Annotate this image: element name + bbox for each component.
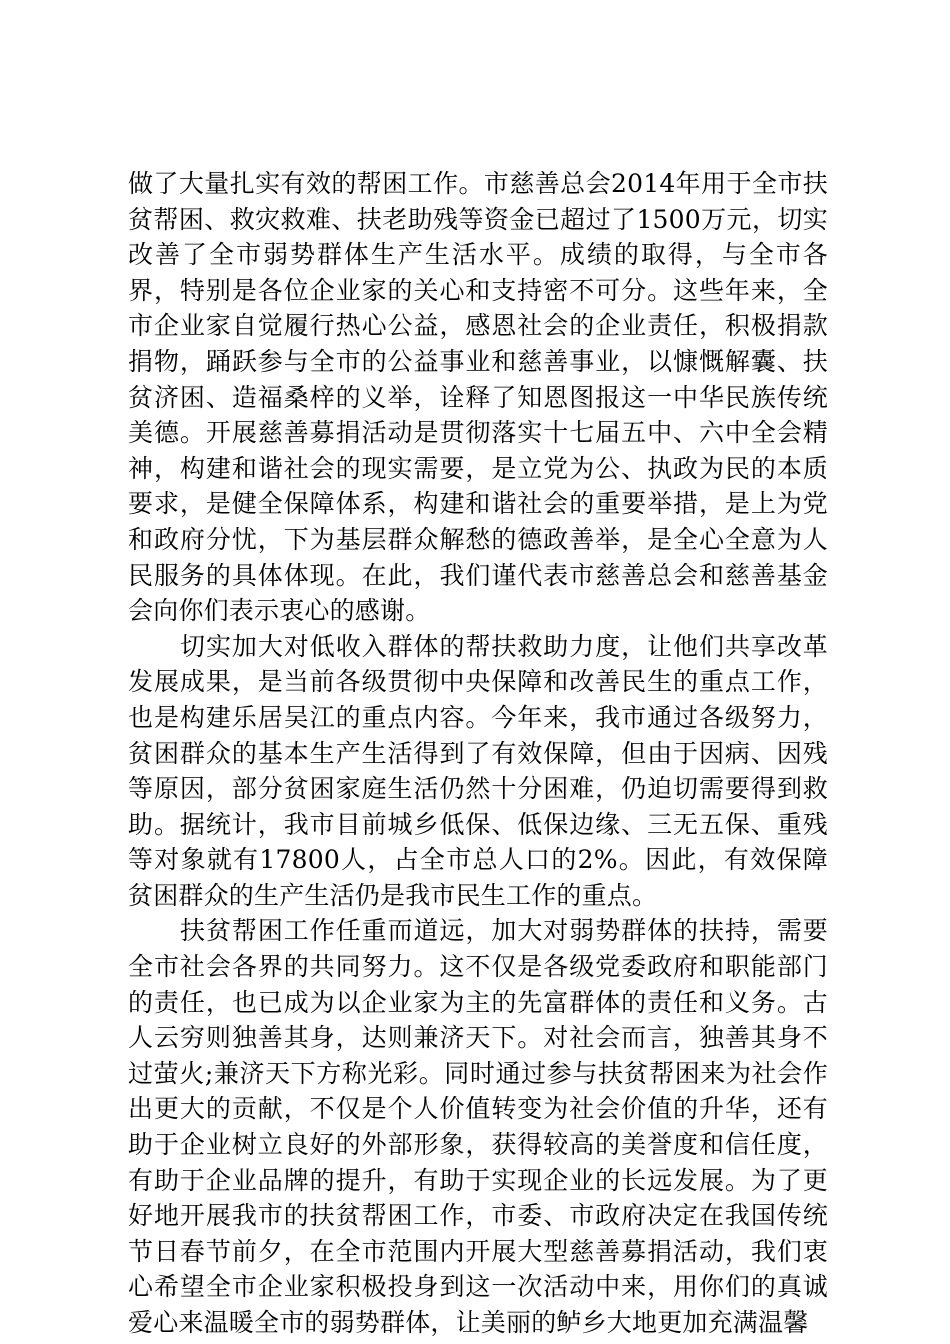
- paragraph-1: 做了大量扎实有效的帮困工作。市慈善总会2014年用于全市扶贫帮困、救灾救难、扶老助残等资金已超过了1500万元，切实改善了全市弱势群体生产生活水平。成绩的取得，与全市各界，特别是各位企业家的关心和支持密不可分。这些年来，全市企业家自觉履行热心公益，感恩社会的企业责任，积极捐款捐物，踊跃参与全市的公益事业和慈善事业，以慷慨解囊、扶贫济困、造福桑梓的义举，诠释了知恩图报这一中华民族传统美德。开展慈善募捐活动是贯彻落实十七届五中、六中全会精神，构建和谐社会的现实需要，是立党为公、执政为民的本质要求，是健全保障体系，构建和谐社会的重要举措，是上为党和政府分忧，下为基层群众解愁的德政善举，是全心全意为人民服务的具体体现。在此，我们谨代表市慈善总会和慈善基金会向你们表示衷心的感谢。: [128, 169, 828, 626]
- paragraph-2: 切实加大对低收入群体的帮扶救助力度，让他们共享改革发展成果，是当前各级贯彻中央保障和改善民生的重点工作，也是构建乐居吴江的重点内容。今年来，我市通过各级努力，贫困群众的基本生产生活得到了有效保障，但由于因病、因残等原因，部分贫困家庭生活仍然十分困难，仍迫切需要得到救助。据统计，我市目前城乡低保、低保边缘、三无五保、重残等对象就有17800人，占全市总人口的2%。因此，有效保障贫困群众的生产生活仍是我市民生工作的重点。: [128, 631, 828, 910]
- paragraph-3: 扶贫帮困工作任重而道远，加大对弱势群体的扶持，需要全市社会各界的共同努力。这不仅是各级党委政府和职能部门的责任，也已成为以企业家为主的先富群体的责任和义务。古人云穷则独善其身，达则兼济天下。对社会而言，独善其身不过萤火;兼济天下方称光彩。同时通过参与扶贫帮困来为社会作出更大的贡献，不仅是个人价值转变为社会价值的升华，还有助于企业树立良好的外部形象，获得较高的美誉度和信任度，有助于企业品牌的提升，有助于实现企业的长远发展。为了更好地开展我市的扶贫帮困工作，市委、市政府决定在我国传统节日春节前夕，在全市范围内开展大型慈善募捐活动，我们衷心希望全市企业家积极投身到这一次活动中来，用你们的真诚爱心来温暖全市的弱势群体，让美丽的鲈乡大地更加充满温馨: [128, 916, 828, 1337]
- document-body: [128, 166, 828, 1341]
